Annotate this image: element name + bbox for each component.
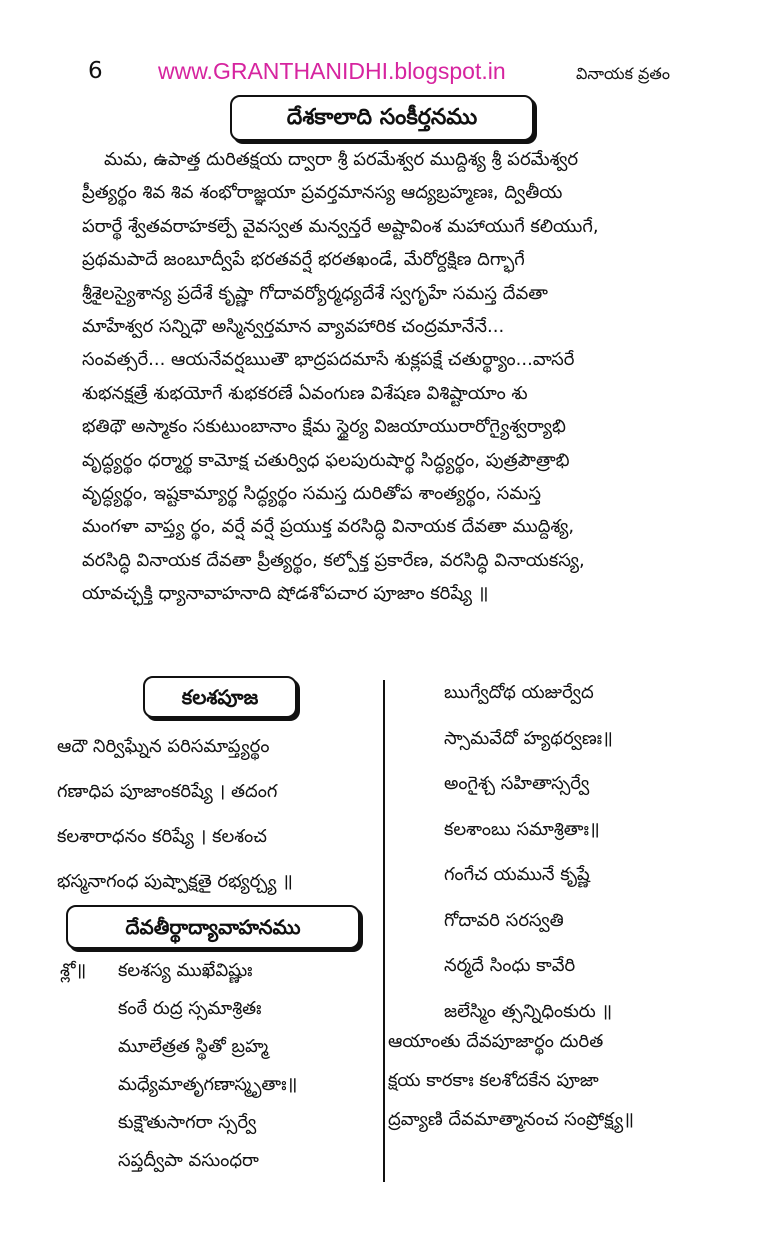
paragraph-line: వృద్ధ్యర్థం ధర్మార్థ కామోక్ష చతుర్విధ ఫలపురుషార్థ సిద్ధ్యర్థం, పుత్రపౌత్రాభి xyxy=(82,449,570,471)
sloka-mark: శ్లో॥ xyxy=(60,960,87,981)
sloka-line: మధ్యేమాతృగణాస్మృతాః॥ xyxy=(118,1074,298,1095)
paragraph-line: ప్రథమపాదే జంబూద్వీపే భరతవర్షే భరతఖండే, మేరోర్దక్షిణ దిగ్భాగే xyxy=(82,249,525,271)
verse-line: జలేస్మిం త్సన్నిధింకురు ॥ xyxy=(444,1000,613,1022)
veda-verses xyxy=(444,670,744,1034)
sloka-line: కంఠే రుద్ర స్సమాశ్రితః xyxy=(118,998,262,1019)
paragraph-line: ప్రీత్యర్థం శివ శివ శంభోరాజ్ఞయా ప్రవర్తమానస్య ఆద్యబ్రహ్మణః, ద్వితీయ xyxy=(82,182,563,204)
paragraph-line: వృద్ధ్యర్థం, ఇష్టకామ్యార్థ సిద్ధ్యర్థం సమస్త దురితోప శాంత్యర్థం, సమస్త xyxy=(82,483,541,505)
sloka-line: మూలేత్రత స్థితో బ్రహ్మ xyxy=(118,1036,269,1057)
kalasha-line: ఆదౌ నిర్విఘ్నేన పరిసమాప్త్యర్థం xyxy=(57,736,270,757)
verse-line: గోదావరి సరస్వతి xyxy=(444,909,564,931)
paragraph-line: యావచ్ఛక్తి ధ్యానావాహనాది షోడశోపచార పూజాం కరిష్యే ॥ xyxy=(82,583,489,605)
paragraph-line: సంవత్సరే... ఆయనేవర్షఋతౌ భాద్రపదమాసే శుక్లపక్షే చతుర్థ్యాం...వాసరే xyxy=(82,349,575,371)
kalasha-line: గణాధిప పూజాంకరిష్యే । తదంగ xyxy=(57,781,278,802)
verse-line: గంగేచ యమునే కృష్ణే xyxy=(444,864,590,885)
paragraph-line: వరసిద్ధి వినాయక దేవతా ప్రీత్యర్థం, కల్పోక్త ప్రకారేణ, వరసిద్ధి వినాయకస్య, xyxy=(82,549,585,571)
paragraph-line: భతిథౌ అస్మాకం సకుటుంబానాం క్షేమ స్థైర్య విజయాయురారోగ్యైశ్వర్యాభి xyxy=(82,416,566,438)
verse-line: నర్మదే సింధు కావేరి xyxy=(444,955,576,976)
paragraph-line: శ్రీశైలస్యైశాన్య ప్రదేశే కృష్ణా గోదావర్యోర్మధ్యదేశే స్వగృహే సమస్త దేవతా xyxy=(82,282,548,304)
closing-paragraph xyxy=(388,1022,708,1139)
sloka-line: కుక్షౌతుసాగరా స్సర్వే xyxy=(118,1112,257,1133)
paragraph-line: పరార్థే శ్వేతవరాహకల్పే వైవస్వత మన్వన్తరే అష్టావింశ మహాయుగే కలియుగే, xyxy=(82,215,599,237)
verse-line: ఋగ్వేదోథ యజుర్వేద xyxy=(444,682,594,703)
sloka-line: కలశస్య ముఖేవిష్ణుః xyxy=(118,960,253,981)
verse-line: కలశాంబు సమాశ్రితాః॥ xyxy=(444,818,600,840)
section-title-kalashapuja: కలశపూజ xyxy=(143,676,297,718)
column-divider xyxy=(383,680,385,1182)
kalasha-text xyxy=(57,724,377,904)
kalasha-line: కలశారాధనం కరిష్యే । కలశంచ xyxy=(57,826,267,847)
section-title-devatirtha: దేవతీర్థాద్యావాహనము xyxy=(66,905,360,949)
closing-line: ఆయాంతు దేవపూజార్థం దురిత xyxy=(388,1031,604,1052)
verse-line: అంగైశ్చ సహితాస్సర్వే xyxy=(444,773,590,794)
paragraph-line: మాహేశ్వర సన్నిధౌ అస్మిన్వర్తమాన వ్యావహారిక చంద్రమానేనే... xyxy=(82,316,505,338)
section-title-desakaladi: దేశకాలాది సంకీర్తనము xyxy=(230,95,534,141)
paragraph-line: మమ, ఉపాత్త దురితక్షయ ద్వారా శ్రీ పరమేశ్వర ముద్దిశ్య శ్రీ పరమేశ్వర xyxy=(104,149,579,170)
paragraph-line: శుభనక్షత్రే శుభయోగే శుభకరణే ఏవంగుణ విశేషణ విశిష్టాయాం శు xyxy=(82,382,528,404)
page-number: 6 xyxy=(88,58,103,84)
kalasha-line: భస్మనాగంధ పుష్పాక్షతై రభ్యర్చ్య ॥ xyxy=(57,871,293,892)
closing-line: ద్రవ్యాణి దేవమాత్మానంచ సంప్రోక్ష్య॥ xyxy=(388,1109,635,1130)
verse-line: స్సామవేదో హ్యథర్వణః॥ xyxy=(444,727,613,749)
website-link[interactable]: www.GRANTHANIDHI.blogspot.in xyxy=(158,58,506,84)
sloka-block xyxy=(60,952,380,1180)
sloka-line: సప్తద్వీపా వసుంధరా xyxy=(118,1150,259,1171)
closing-line: క్షయ కారకాః కలశోదకేన పూజా xyxy=(388,1070,599,1091)
paragraph-line: మంగళా వాప్త్య ర్థం, వర్షే వర్షే ప్రయుక్త వరసిద్ధి వినాయక దేవతా ముద్దిశ్య, xyxy=(82,516,575,538)
sankalpa-paragraph xyxy=(82,143,706,611)
running-title: వినాయక వ్రతం xyxy=(576,64,670,83)
